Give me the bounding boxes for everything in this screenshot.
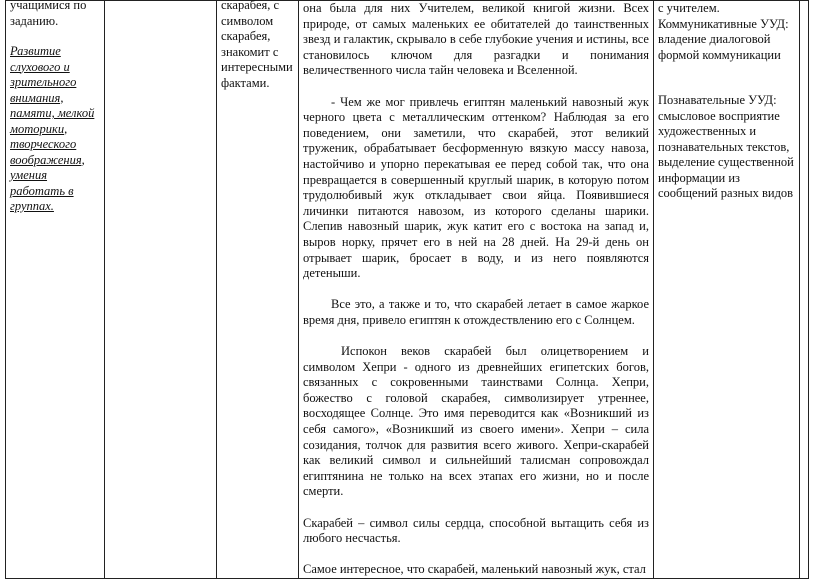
communicative-uud-text: с учителем. Коммуникативные УУД: владение диалоговой формой коммуникации (658, 1, 789, 62)
development-skills-text: Развитие слухового и зрительного внимания, памяти, мелкой моторики, творческого воображения, умения работать в группах. (10, 44, 95, 213)
activity-text: учащимися по заданию. (10, 0, 87, 28)
lesson-content-cell (299, 1, 654, 579)
student-activity-cell (6, 1, 105, 579)
learning-outcomes-cell (654, 1, 800, 579)
teacher-activity-cell (217, 1, 299, 579)
table-row (6, 1, 809, 579)
content-paragraph-5: Скарабей – символ силы сердца, способной вытащить себя из любого несчастья. (303, 515, 649, 546)
lesson-plan-table (5, 0, 809, 579)
teacher-activity-text: скарабея, с символом скарабея, знакомит с интересными фактами. (221, 0, 293, 90)
content-paragraph-1: она была для них Учителем, великой книгой жизни. Всех природе, от самых маленьких ее обитателей до таинственных звезд и галактик, скрывало в себе глубокие учения и истины, все становилось ключом для разгадки и понимания величественного числа тайн человека и Вселенной. (303, 1, 649, 78)
content-paragraph-2: - Чем же мог привлечь египтян маленький навозный жук черного цвета с металлическим оттенком? Наблюдая за его поведением, они заметили, что скарабей, этот великий труженик, обрабатывает бесформенную вязкую массу навоза, настойчиво и упорно перекатывая ее перед собой так, что она превращается в совершенный круглый шарик, в которую потом трудолюбивый жук откладывает свои яйца. Появившиеся личинки питаются навозом, из которого сделаны шарики. Слепив навозный шарик, жук катит его с востока на запад и, выров норку, прячет его в ней на 28 дней. На 29-й день он отрывает шарик, бросает в воду, и из него появляются детеныши. (303, 94, 649, 281)
empty-cell (105, 1, 217, 579)
empty-last-cell (800, 1, 809, 579)
content-paragraph-4: Испокон веков скарабей был олицетворением и символом Хепри - одного из древнейших египетских богов, связанных с сокровенными таинствами Солнца. Хепри, божество с головой скарабея, символизирует утреннее, восходящее Солнце. Это имя переводится как «Возникший из себя самого», «Возникший из своего имени». Хепри – сила созидания, толчок для развития всего живого. Хепри-скарабей как великий символ и сильнейший талисман сопровождал египтянина не только на всех этапах его жизни, но и после смерти. (303, 344, 649, 499)
content-paragraph-6: Самое интересное, что скарабей, маленький навозный жук, стал (303, 562, 646, 577)
cognitive-uud-text: Познавательные УУД: смысловое восприятие художественных и познавательных текстов, выделение существенной информации из сообщений разных видов (658, 93, 794, 200)
content-paragraph-3: Все это, а также и то, что скарабей летает в самое жаркое время дня, привело египтян к отождествлению его с Солнцем. (303, 297, 649, 327)
